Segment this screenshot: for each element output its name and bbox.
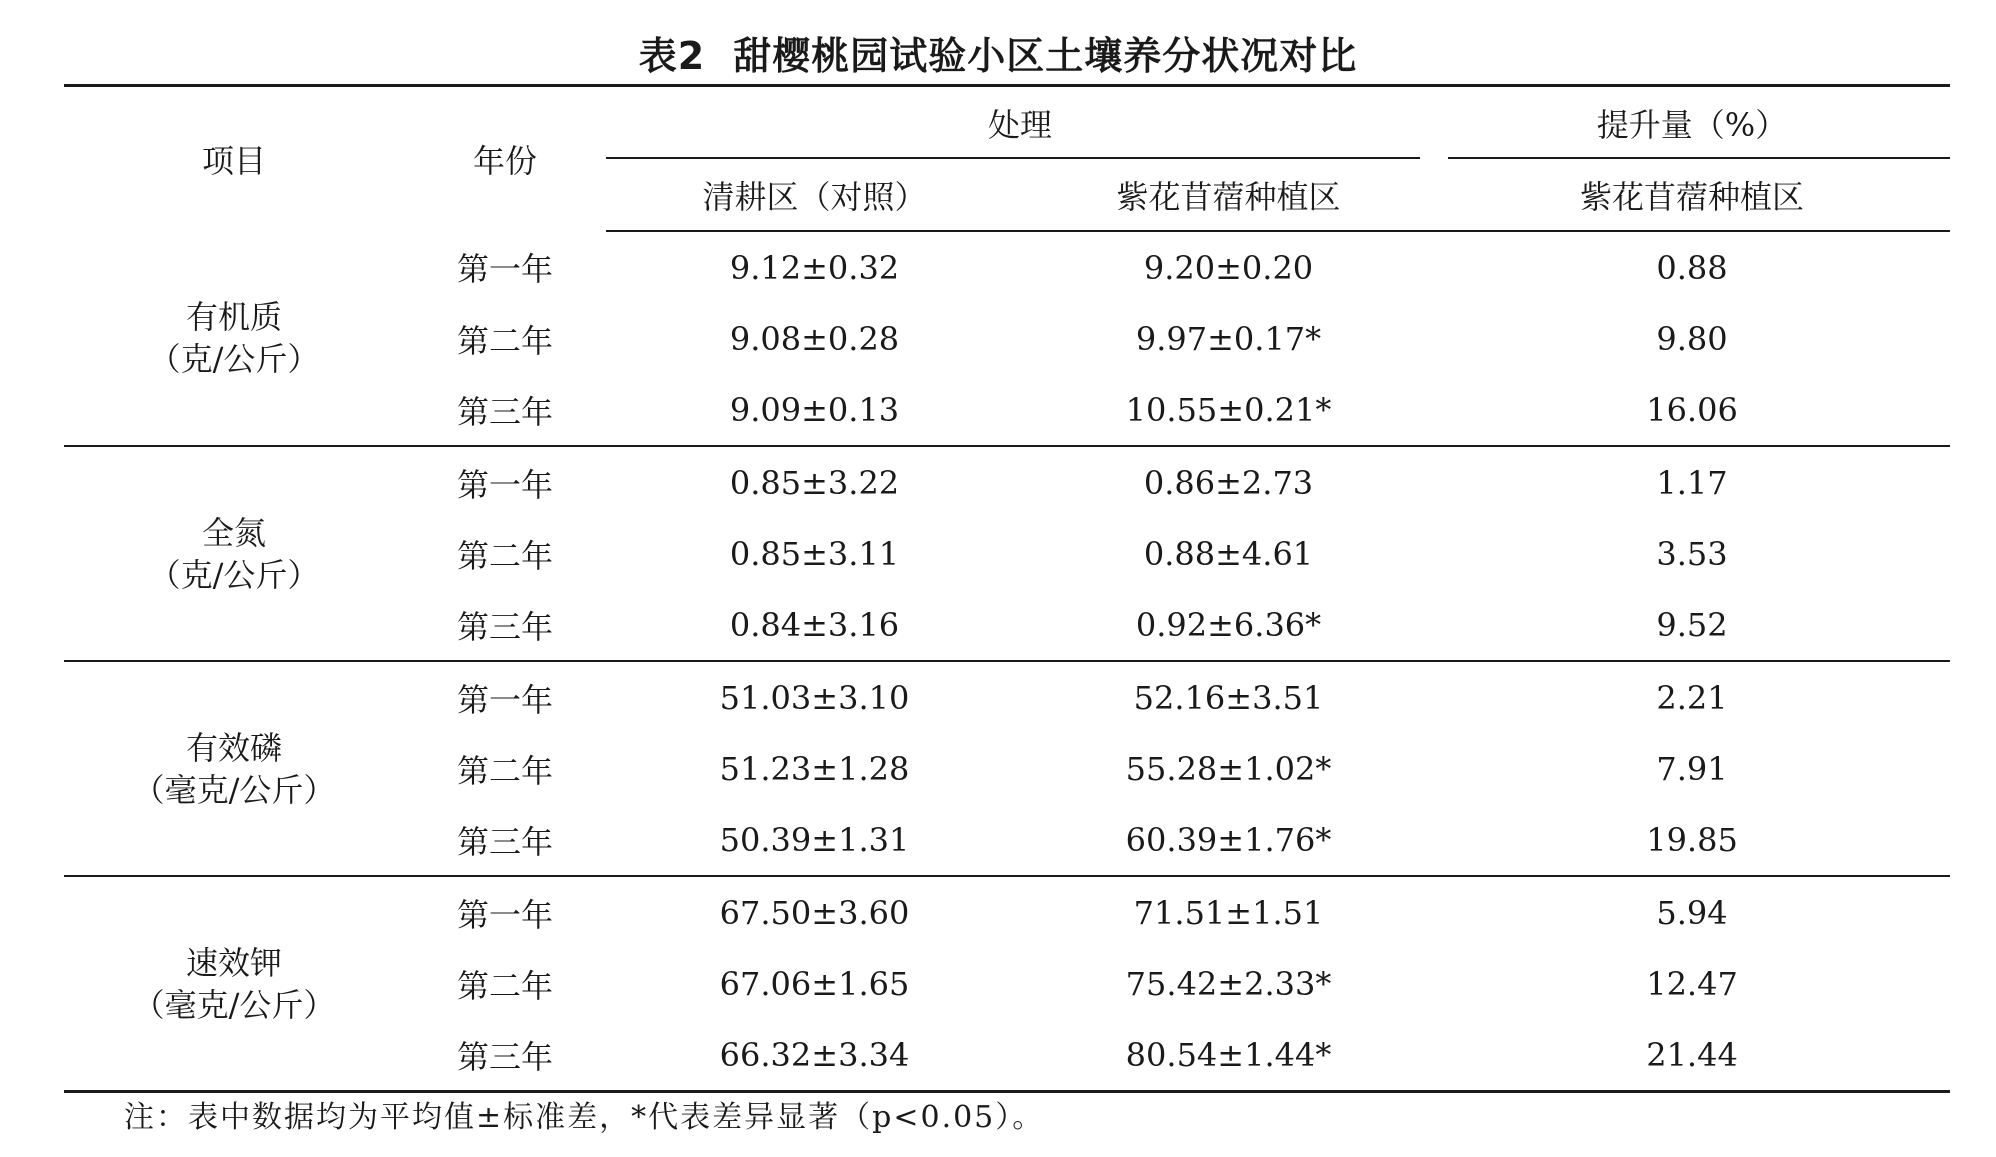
improvement-cell: 12.47	[1646, 964, 1738, 1003]
item-unit: （克/公斤）	[148, 340, 320, 378]
year-cell: 第二年	[456, 321, 553, 360]
header-improvement	[1434, 86, 1950, 160]
improvement-cell: 16.06	[1434, 374, 1950, 446]
alfalfa-cell: 0.92±6.36*	[1023, 589, 1434, 661]
alfalfa-cell: 9.20±0.20	[1143, 248, 1314, 287]
header-alfalfa: 紫花苜蓿种植区	[1023, 159, 1434, 231]
control-cell: 50.39±1.31	[606, 804, 1023, 876]
improvement-cell: 3.53	[1656, 534, 1728, 573]
item-unit: （毫克/公斤）	[132, 985, 336, 1024]
item-name: 有机质	[185, 298, 282, 336]
control-cell: 51.23±1.28	[719, 749, 910, 788]
control-cell: 67.06±1.65	[719, 964, 910, 1003]
table-body	[64, 231, 1950, 1092]
improvement-cell: 1.17	[1656, 463, 1728, 502]
improvement-cell: 5.94	[1656, 893, 1728, 932]
item-cell	[64, 876, 404, 1092]
year-cell: 第一年	[456, 465, 553, 504]
alfalfa-cell: 60.39±1.76*	[1023, 804, 1434, 876]
control-cell: 9.09±0.13	[606, 374, 1023, 446]
year-cell: 第一年	[456, 250, 553, 288]
control-cell: 9.08±0.28	[729, 319, 900, 358]
table-title-text: 甜樱桃园试验小区土壤养分状况对比	[733, 34, 1358, 78]
control-cell: 0.84±3.16	[606, 589, 1023, 661]
header-improvement-label: 提升量（%）	[1596, 106, 1788, 144]
item-name: 有效磷	[185, 728, 282, 767]
control-cell: 0.85±3.11	[729, 534, 900, 573]
year-cell: 第二年	[456, 966, 553, 1005]
year-cell: 第三年	[404, 589, 606, 661]
table-number: 表2	[638, 34, 706, 78]
year-cell: 第三年	[404, 1019, 606, 1092]
treatment-subrule	[606, 157, 1420, 159]
alfalfa-cell: 10.55±0.21*	[1023, 374, 1434, 446]
item-name: 速效钾	[185, 943, 282, 982]
alfalfa-cell: 75.42±2.33*	[1125, 964, 1332, 1003]
improvement-cell: 9.52	[1434, 589, 1950, 661]
year-cell: 第一年	[456, 680, 553, 719]
year-cell: 第一年	[456, 895, 553, 934]
improvement-cell: 21.44	[1434, 1019, 1950, 1092]
item-unit: （毫克/公斤）	[132, 770, 336, 809]
header-item: 项目	[64, 86, 404, 232]
year-cell: 第三年	[404, 804, 606, 876]
improvement-cell: 7.91	[1656, 749, 1728, 788]
control-cell: 66.32±3.34	[606, 1019, 1023, 1092]
control-cell: 51.03±3.10	[719, 678, 910, 717]
header-treatment-label: 处理	[988, 106, 1053, 144]
control-cell: 67.50±3.60	[719, 893, 910, 932]
item-cell	[64, 661, 404, 876]
header-control: 清耕区（对照）	[606, 159, 1023, 231]
control-cell: 0.85±3.22	[729, 463, 900, 502]
improvement-cell: 2.21	[1656, 678, 1728, 717]
soil-nutrient-table	[64, 84, 1950, 1093]
table-row	[64, 231, 1950, 303]
header-alfalfa-improvement: 紫花苜蓿种植区	[1434, 159, 1950, 231]
year-cell: 第二年	[456, 751, 553, 790]
table-row	[64, 661, 1950, 733]
table-header	[64, 86, 1950, 232]
control-cell: 9.12±0.32	[729, 248, 900, 287]
improvement-cell: 19.85	[1434, 804, 1950, 876]
table-note: 注：表中数据均为平均值±标准差，*代表差异显著（p<0.05）。	[124, 1100, 1045, 1135]
item-cell	[64, 231, 404, 446]
table-row	[64, 876, 1950, 948]
alfalfa-cell: 0.86±2.73	[1143, 463, 1314, 502]
alfalfa-cell: 80.54±1.44*	[1023, 1019, 1434, 1092]
alfalfa-cell: 52.16±3.51	[1133, 678, 1324, 717]
alfalfa-cell: 71.51±1.51	[1133, 893, 1324, 932]
table-title	[0, 26, 1996, 86]
improvement-cell: 0.88	[1656, 248, 1728, 287]
improvement-subrule	[1448, 157, 1950, 159]
header-year: 年份	[404, 86, 606, 232]
item-unit: （克/公斤）	[148, 555, 320, 594]
alfalfa-cell: 9.97±0.17*	[1135, 319, 1322, 358]
year-cell: 第二年	[456, 536, 553, 575]
item-name: 全氮	[201, 513, 266, 552]
table-row	[64, 446, 1950, 518]
year-cell: 第三年	[404, 374, 606, 446]
improvement-cell: 9.80	[1656, 319, 1728, 358]
alfalfa-cell: 0.88±4.61	[1143, 534, 1314, 573]
alfalfa-cell: 55.28±1.02*	[1125, 749, 1332, 788]
header-treatment	[606, 86, 1434, 160]
item-cell	[64, 446, 404, 661]
